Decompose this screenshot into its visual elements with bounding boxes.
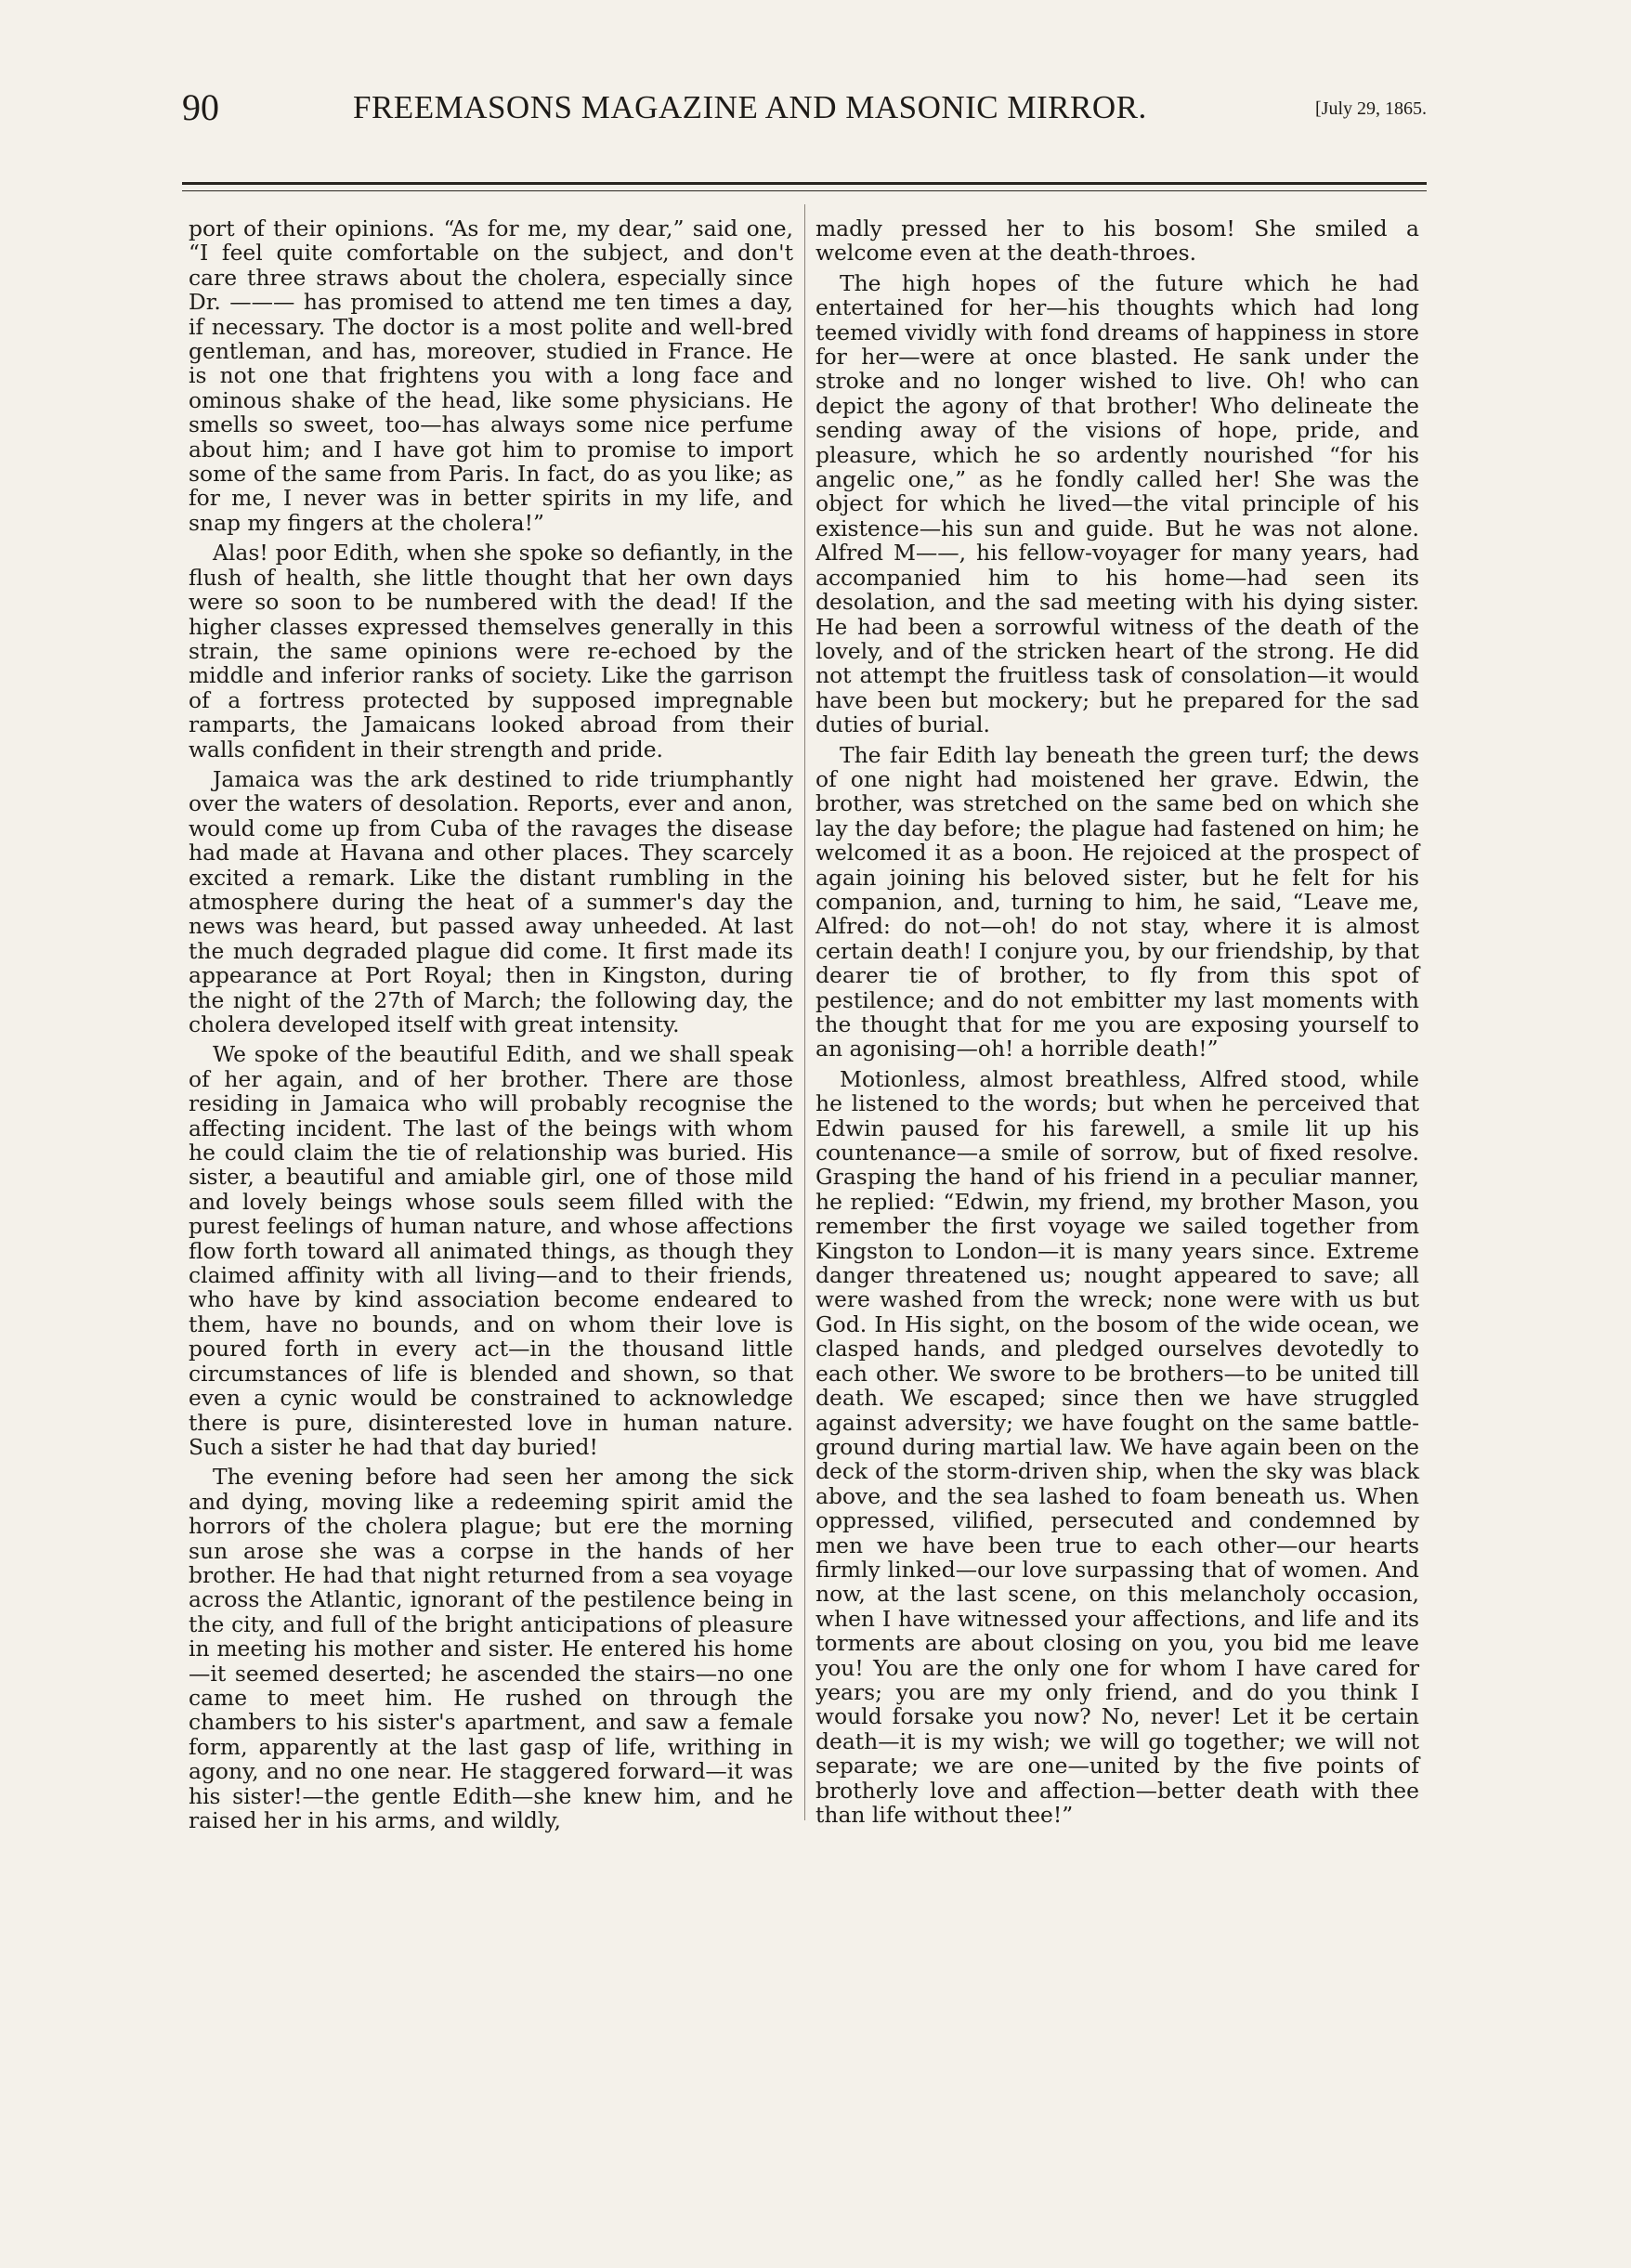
paragraph: port of their opinions. “As for me, my dear,” said one, “I feel quite comfortable on the subject, and don't care three straws about the cholera, especially since Dr. ——— has promised to attend me ten times a day, if necessary. The doctor is a most polite and well-bred gentleman, and has, moreover, studied in France. He is not one that frightens you with a long face and ominous shake of the head, like some physicians. He smells so sweet, too—has always some nice perfume about him; and I have got him to promise to import some of the same from Paris. In fact, do as you like; as for me, I never was in better spirits in my life, and snap my fingers at the cholera!”	[189, 215, 793, 536]
paragraph: madly pressed her to his bosom! She smiled a welcome even at the death-throes.	[816, 215, 1419, 267]
page-header	[182, 78, 1427, 143]
paragraph: The fair Edith lay beneath the green turf; the dews of one night had moistened her grave. Edwin, the brother, was stretched on the same bed on which she lay the day before; the plague had fastened on him; he welcomed it as a boon. He rejoiced at the prospect of again joining his beloved sister, but he felt for his companion, and, turning to him, he said, “Leave me, Alfred: do not—oh! do not stay, where it is almost certain death! I conjure you, by our friendship, by that dearer tie of brother, to fly from this spot of pestilence; and do not embitter my last moments with the thought that for me you are exposing yourself to an agonising—oh! a horrible death!”	[816, 741, 1419, 1062]
paragraph: We spoke of the beautiful Edith, and we shall speak of her again, and of her brother. There are those residing in Jamaica who will probably recognise the affecting incident. The last of the beings with whom he could claim the tie of relationship was buried. His sister, a beautiful and amiable girl, one of those mild and lovely beings whose souls seem filled with the purest feelings of human nature, and whose affections flow forth toward all animated things, as though they claimed affinity with all living—and to their friends, who have by kind association become endeared to them, have no bounds, and on whom their love is poured forth in every act—in the thousand little circumstances of life is blended and shown, so that even a cynic would be constrained to acknowledge there is pure, disinterested love in human nature. Such a sister he had that day buried!	[189, 1041, 793, 1460]
paragraph: The high hopes of the future which he had entertained for her—his thoughts which had long teemed vividly with fond dreams of happiness in store for her—were at once blasted. He sank under the stroke and no longer wished to live. Oh! who can depict the agony of that brother! Who delineate the sending away of the visions of hope, pride, and pleasure, which he so ardently nourished “for his angelic one,” as he fondly called her! She was the object for which he lived—the vital principle of his existence—his sun and guide. But he was not alone. Alfred M——, his fellow-voyager for many years, had accompanied him to his home—had seen its desolation, and the sad meeting with his dying sister. He had been a sorrowful witness of the death of the lovely, and of the stricken heart of the strong. He did not attempt the fruitless task of consolation—it would have been but mockery; but he prepared for the sad duties of burial.	[816, 269, 1419, 738]
paragraph: Alas! poor Edith, when she spoke so defiantly, in the flush of health, she little thought that her own days were so soon to be numbered with the dead! If the higher classes expressed themselves generally in this strain, the same opinions were re-echoed by the middle and inferior ranks of society. Like the garrison of a fortress protected by supposed impregnable ramparts, the Jamaicans looked abroad from their walls confident in their strength and pride.	[189, 540, 793, 763]
issue-date: [July 29, 1865.	[1315, 98, 1427, 119]
paragraph: Jamaica was the ark destined to ride triumphantly over the waters of desolation. Reports, ever and anon, would come up from Cuba of the ravages the disease had made at Havana and other places. They scarcely excited a remark. Like the distant rumbling in the atmosphere during the heat of a summer's day the news was heard, but passed away unheeded. At last the much degraded plague did come. It first made its appearance at Port Royal; then in Kingston, during the night of the 27th of March; the following day, the cholera developed itself with great intensity.	[189, 765, 793, 1037]
paragraph: Motionless, almost breathless, Alfred stood, while he listened to the words; but when he perceived that Edwin paused for his farewell, a smile lit up his countenance—a smile of sorrow, but of fixed resolve. Grasping the hand of his friend in a peculiar manner, he replied: “Edwin, my friend, my brother Mason, you remember the first voyage we sailed together from Kingston to London—it is many years since. Extreme danger threatened us; nought appeared to save; all were washed from the wreck; none were with us but God. In His sight, on the bosom of the wide ocean, we clasped hands, and pledged ourselves devotedly to each other. We swore to be brothers—to be united till death. We escaped; since then we have struggled against adversity; we have fought on the same battle-ground during martial law. We have again been on the deck of the storm-driven ship, when the sky was black above, and the sea lashed to foam beneath us. When oppressed, vilified, persecuted and condemned by men we have been true to each other—our hearts firmly linked—our love surpassing that of women. And now, at the last scene, on this melancholy occasion, when I have witnessed your affections, and life and its torments are about closing on you, you bid me leave you! You are the only one for whom I have cared for years; you are my only friend, and do you think I would forsake you now? No, never! Let it be certain death—it is my wish; we will go together; we will not separate; we are one—united by the five points of brotherly love and affection—better death with thee than life without thee!”	[816, 1065, 1419, 1828]
header-rule-thin	[182, 190, 1427, 191]
column-divider	[804, 204, 805, 1820]
running-title: FREEMASONS MAGAZINE AND MASONIC MIRROR.	[353, 89, 1147, 125]
right-column	[816, 216, 1419, 2101]
header-rule-thick	[182, 182, 1427, 185]
paragraph: The evening before had seen her among the sick and dying, moving like a redeeming spirit amid the horrors of the cholera plague; but ere the morning sun arose she was a corpse in the hands of her brother. He had that night returned from a sea voyage across the Atlantic, ignorant of the pestilence being in the city, and full of the bright anticipations of pleasure in meeting his mother and sister. He entered his home—it seemed deserted; he ascended the stairs—no one came to meet him. He rushed on through the chambers to his sister's apartment, and saw a female form, apparently at the last gasp of life, writhing in agony, and no one near. He staggered forward—it was his sister!—the gentle Edith—she knew him, and he raised her in his arms, and wildly,	[189, 1464, 793, 1833]
page-number: 90	[182, 86, 219, 128]
left-column	[189, 216, 793, 2101]
